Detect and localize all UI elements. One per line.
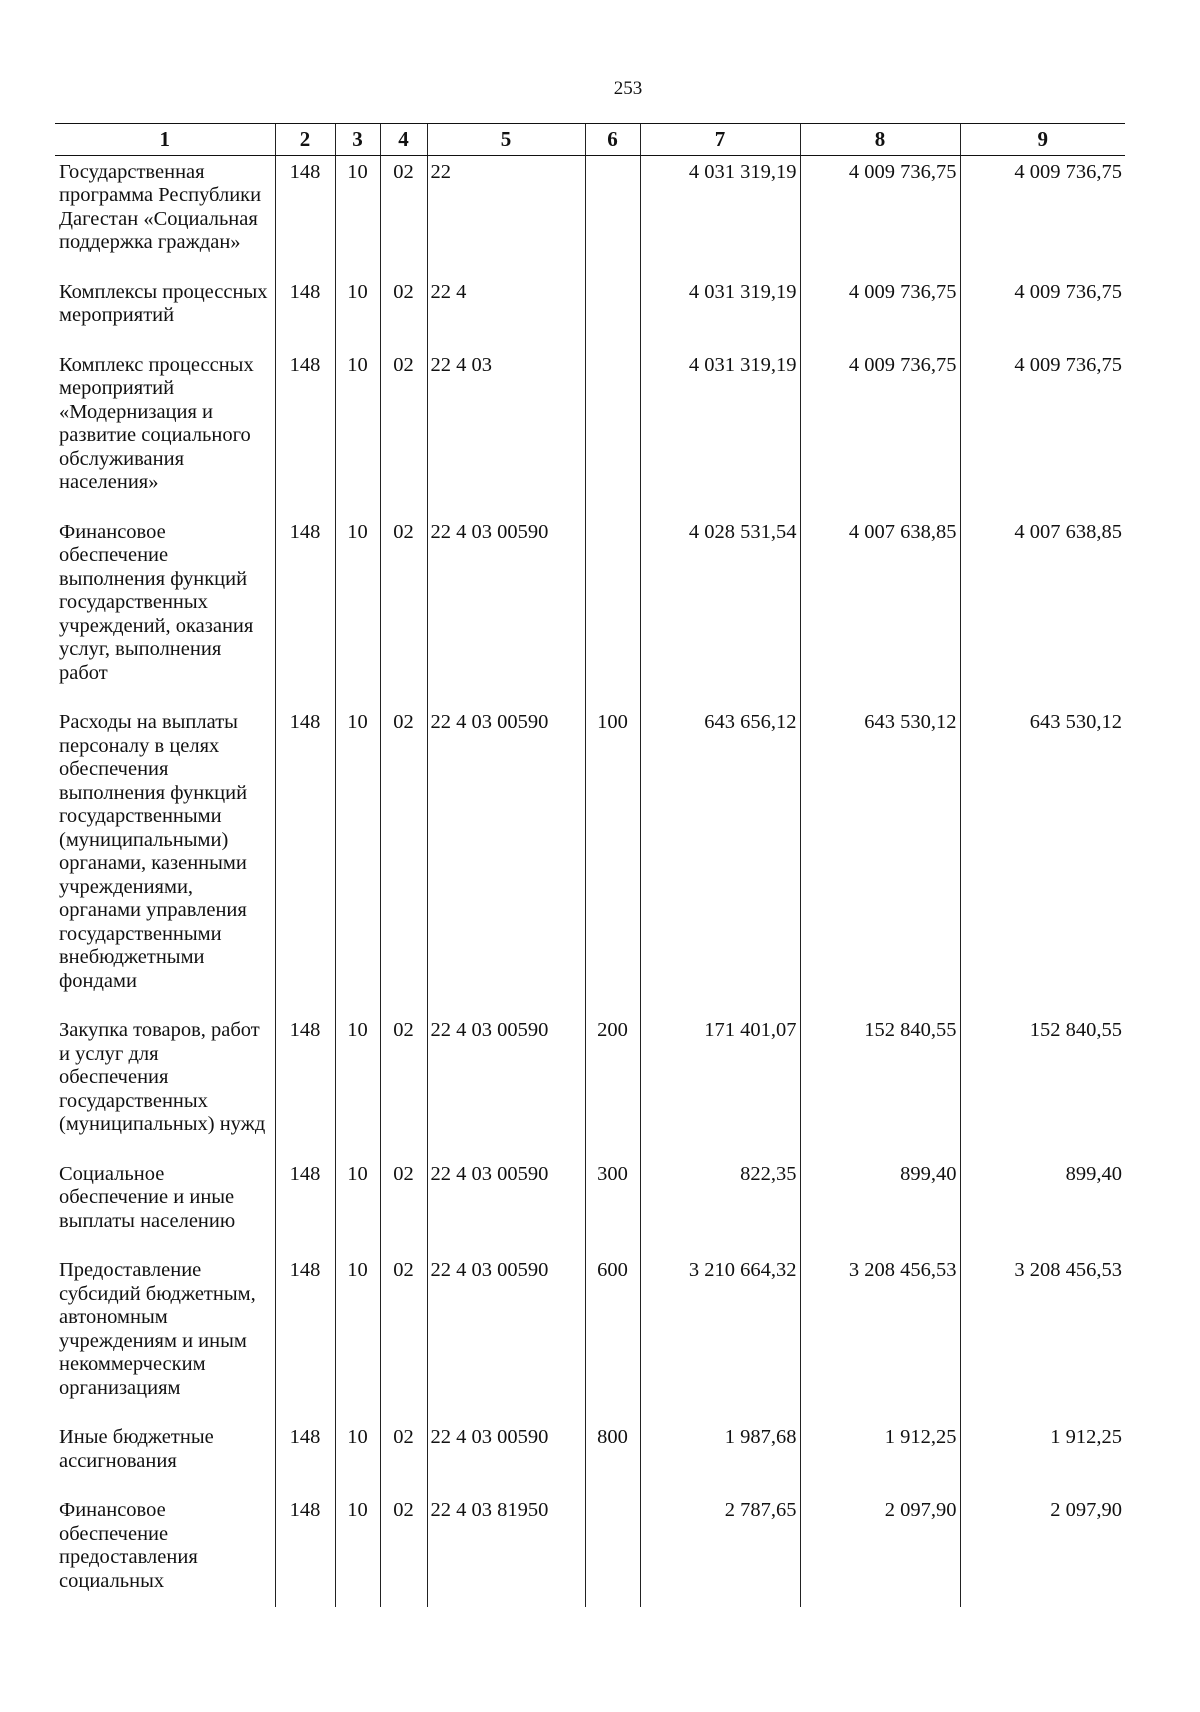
row-name: Финансовое обеспечение предоставления социальных bbox=[59, 1499, 198, 1592]
col4-cell: 02 bbox=[380, 1254, 427, 1421]
col7-cell: 643 656,12 bbox=[640, 706, 800, 1014]
col5-cell: 22 4 03 bbox=[427, 349, 585, 516]
col3-cell: 10 bbox=[335, 1494, 380, 1607]
col4-cell: 02 bbox=[380, 706, 427, 1014]
col2-cell: 148 bbox=[275, 276, 335, 349]
col5-cell: 22 4 03 00590 bbox=[427, 1014, 585, 1158]
col7-cell: 4 031 319,19 bbox=[640, 349, 800, 516]
table-row bbox=[55, 276, 1125, 349]
col6-cell bbox=[585, 349, 640, 516]
table-row bbox=[55, 349, 1125, 516]
col6-cell bbox=[585, 276, 640, 349]
col9-cell: 4 009 736,75 bbox=[960, 155, 1125, 276]
col6-cell: 800 bbox=[585, 1421, 640, 1494]
col6-cell: 200 bbox=[585, 1014, 640, 1158]
col4-cell: 02 bbox=[380, 1494, 427, 1607]
col9-cell: 152 840,55 bbox=[960, 1014, 1125, 1158]
col9-cell: 3 208 456,53 bbox=[960, 1254, 1125, 1421]
col2-cell: 148 bbox=[275, 1014, 335, 1158]
row-name: Закупка товаров, работ и услуг для обеспечения государственных (муниципальных) нужд bbox=[59, 1019, 266, 1135]
col7-cell: 4 028 531,54 bbox=[640, 516, 800, 707]
column-header: 8 bbox=[800, 124, 960, 156]
table-row bbox=[55, 1494, 1125, 1607]
col7-cell: 171 401,07 bbox=[640, 1014, 800, 1158]
col8-cell: 4 009 736,75 bbox=[800, 276, 960, 349]
col9-cell: 4 009 736,75 bbox=[960, 349, 1125, 516]
col7-cell: 822,35 bbox=[640, 1158, 800, 1255]
col2-cell: 148 bbox=[275, 516, 335, 707]
col6-cell bbox=[585, 516, 640, 707]
column-header: 6 bbox=[585, 124, 640, 156]
table-header bbox=[55, 124, 1125, 156]
col3-cell: 10 bbox=[335, 1014, 380, 1158]
col2-cell: 148 bbox=[275, 349, 335, 516]
col4-cell: 02 bbox=[380, 516, 427, 707]
header-row bbox=[55, 124, 1125, 156]
col7-cell: 1 987,68 bbox=[640, 1421, 800, 1494]
col9-cell: 4 009 736,75 bbox=[960, 276, 1125, 349]
col4-cell: 02 bbox=[380, 349, 427, 516]
col2-cell: 148 bbox=[275, 1494, 335, 1607]
column-header: 2 bbox=[275, 124, 335, 156]
col3-cell: 10 bbox=[335, 155, 380, 276]
table-row bbox=[55, 1158, 1125, 1255]
column-header: 4 bbox=[380, 124, 427, 156]
page-number: 253 bbox=[613, 78, 643, 99]
col6-cell bbox=[585, 155, 640, 276]
col5-cell: 22 4 03 00590 bbox=[427, 1254, 585, 1421]
col5-cell: 22 4 03 00590 bbox=[427, 706, 585, 1014]
row-name: Финансовое обеспечение выполнения функций государственных учреждений, оказания услуг, выполнения работ bbox=[59, 520, 254, 684]
col9-cell: 1 912,25 bbox=[960, 1421, 1125, 1494]
col3-cell: 10 bbox=[335, 349, 380, 516]
row-name: Комплекс процессных мероприятий «Модернизация и развитие социального обслуживания населения» bbox=[59, 353, 254, 493]
col8-cell: 1 912,25 bbox=[800, 1421, 960, 1494]
col2-cell: 148 bbox=[275, 1254, 335, 1421]
table-row bbox=[55, 155, 1125, 276]
col6-cell: 300 bbox=[585, 1158, 640, 1255]
col3-cell: 10 bbox=[335, 1421, 380, 1494]
col3-cell: 10 bbox=[335, 516, 380, 707]
col2-cell: 148 bbox=[275, 1421, 335, 1494]
table-row bbox=[55, 516, 1125, 707]
col4-cell: 02 bbox=[380, 276, 427, 349]
column-header: 7 bbox=[640, 124, 800, 156]
col3-cell: 10 bbox=[335, 276, 380, 349]
col2-cell: 148 bbox=[275, 706, 335, 1014]
col6-cell: 600 bbox=[585, 1254, 640, 1421]
col8-cell: 152 840,55 bbox=[800, 1014, 960, 1158]
col9-cell: 899,40 bbox=[960, 1158, 1125, 1255]
col9-cell: 4 007 638,85 bbox=[960, 516, 1125, 707]
col3-cell: 10 bbox=[335, 1158, 380, 1255]
table-row bbox=[55, 1014, 1125, 1158]
col3-cell: 10 bbox=[335, 706, 380, 1014]
col5-cell: 22 4 03 00590 bbox=[427, 516, 585, 707]
table-row bbox=[55, 706, 1125, 1014]
col8-cell: 4 009 736,75 bbox=[800, 349, 960, 516]
col7-cell: 4 031 319,19 bbox=[640, 276, 800, 349]
col6-cell bbox=[585, 1494, 640, 1607]
col5-cell: 22 4 bbox=[427, 276, 585, 349]
col4-cell: 02 bbox=[380, 1014, 427, 1158]
column-header: 9 bbox=[960, 124, 1125, 156]
col5-cell: 22 bbox=[427, 155, 585, 276]
table-row bbox=[55, 1421, 1125, 1494]
col8-cell: 3 208 456,53 bbox=[800, 1254, 960, 1421]
table-body bbox=[55, 155, 1125, 1607]
row-name: Расходы на выплаты персоналу в целях обеспечения выполнения функций государственными (муниципальными) органами, казенными учреждениями, органами управления государственными внебюджетными фондами bbox=[59, 711, 248, 992]
col5-cell: 22 4 03 00590 bbox=[427, 1421, 585, 1494]
column-header: 3 bbox=[335, 124, 380, 156]
col4-cell: 02 bbox=[380, 1421, 427, 1494]
col9-cell: 2 097,90 bbox=[960, 1494, 1125, 1607]
row-name: Иные бюджетные ассигнования bbox=[59, 1426, 214, 1472]
col6-cell: 100 bbox=[585, 706, 640, 1014]
column-header: 1 bbox=[55, 124, 275, 156]
row-name: Комплексы процессных мероприятий bbox=[59, 280, 268, 326]
col2-cell: 148 bbox=[275, 1158, 335, 1255]
row-name: Предоставление субсидий бюджетным, автономным учреждениям и иным некоммерческим организациям bbox=[59, 1259, 256, 1399]
row-name: Социальное обеспечение и иные выплаты населению bbox=[59, 1162, 236, 1232]
col8-cell: 643 530,12 bbox=[800, 706, 960, 1014]
col4-cell: 02 bbox=[380, 155, 427, 276]
col8-cell: 4 009 736,75 bbox=[800, 155, 960, 276]
col9-cell: 643 530,12 bbox=[960, 706, 1125, 1014]
col8-cell: 899,40 bbox=[800, 1158, 960, 1255]
col2-cell: 148 bbox=[275, 155, 335, 276]
col8-cell: 2 097,90 bbox=[800, 1494, 960, 1607]
col8-cell: 4 007 638,85 bbox=[800, 516, 960, 707]
table-row bbox=[55, 1254, 1125, 1421]
col5-cell: 22 4 03 00590 bbox=[427, 1158, 585, 1255]
col3-cell: 10 bbox=[335, 1254, 380, 1421]
col7-cell: 3 210 664,32 bbox=[640, 1254, 800, 1421]
column-header: 5 bbox=[427, 124, 585, 156]
col7-cell: 2 787,65 bbox=[640, 1494, 800, 1607]
budget-table bbox=[55, 123, 1125, 1607]
col7-cell: 4 031 319,19 bbox=[640, 155, 800, 276]
col5-cell: 22 4 03 81950 bbox=[427, 1494, 585, 1607]
row-name: Государственная программа Республики Дагестан «Социальная поддержка граждан» bbox=[59, 160, 262, 253]
col4-cell: 02 bbox=[380, 1158, 427, 1255]
